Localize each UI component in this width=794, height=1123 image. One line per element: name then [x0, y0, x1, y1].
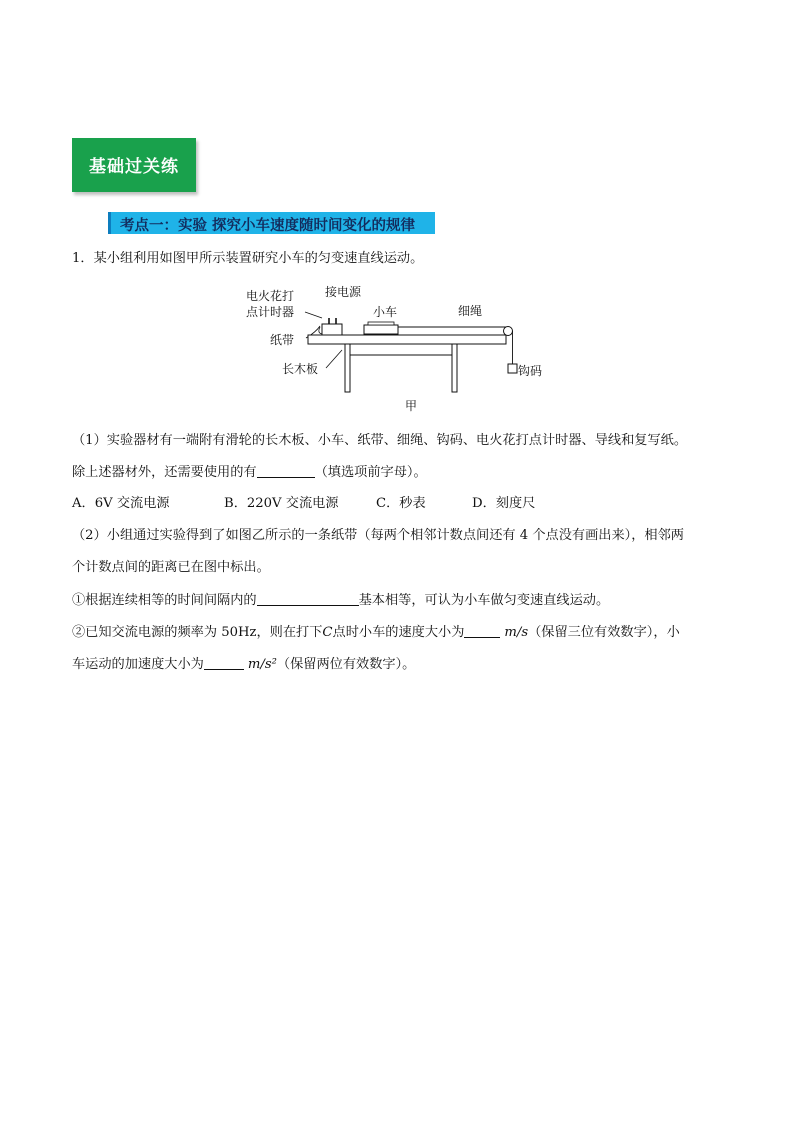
- long-board: [308, 335, 506, 344]
- point-c-var: C: [322, 625, 333, 640]
- label-tape: 纸带: [270, 333, 295, 347]
- pointer-board: [326, 350, 342, 368]
- section-banner-title: 基础过关练: [89, 157, 179, 177]
- part2-line1: （2）小组通过实验得到了如图乙所示的一条纸带（每两个相邻计数点间还有 4 个点没有画出来），相邻两: [72, 528, 684, 543]
- part1-line1: （1）实验器材有一端附有滑轮的长木板、小车、纸带、细绳、钩码、电火花打点计时器、导线和复写纸。: [72, 433, 688, 448]
- label-weight: 钩码: [518, 364, 543, 378]
- option-a: A．6V 交流电源: [72, 496, 170, 511]
- hook-weight: [508, 364, 517, 373]
- label-power: 接电源: [325, 285, 362, 299]
- apparatus-figure: [230, 280, 560, 420]
- part2-line2: 个计数点间的距离已在图中标出。: [72, 560, 270, 575]
- spark-timer: [322, 324, 342, 335]
- part1-options: [72, 495, 535, 513]
- cart: [364, 325, 398, 334]
- pointer-timer: [305, 312, 322, 318]
- option-d: D．刻度尺: [472, 496, 536, 511]
- option-b: B．220V 交流电源: [224, 496, 339, 511]
- question-stem: 1．某小组利用如图甲所示装置研究小车的匀变速直线运动。: [72, 251, 424, 266]
- section-banner: [72, 138, 196, 192]
- answer-blank-2[interactable]: [257, 591, 359, 606]
- option-c: C．秒表: [376, 496, 426, 511]
- label-rope: 细绳: [458, 304, 483, 318]
- label-timer-line1: 电火花打: [246, 289, 295, 303]
- pulley: [504, 327, 513, 336]
- part1-line2: 除上述器材外，还需要使用的有 （填选项前字母）。: [72, 465, 427, 480]
- answer-blank-3[interactable]: [464, 623, 500, 638]
- label-board: 长木板: [282, 362, 319, 376]
- kaodian-title: 考点一：实验 探究小车速度随时间变化的规律: [120, 218, 416, 234]
- label-timer-line2: 点计时器: [246, 305, 295, 319]
- part2-q1: ①根据连续相等的时间间隔内的 基本相等，可认为小车做匀变速直线运动。: [72, 593, 610, 608]
- cart-top: [368, 322, 394, 325]
- table-leg-right: [452, 344, 457, 392]
- part2-q3: 车运动的加速度大小为 m/s²（保留两位有效数字）。: [72, 657, 416, 672]
- answer-blank-4[interactable]: [204, 655, 244, 670]
- figure-caption: 甲: [405, 399, 418, 413]
- kaodian-bar: [108, 212, 435, 234]
- part2-q2: ②已知交流电源的频率为 50Hz，则在打下C点时小车的速度大小为 m/s（保留三位有效数字），小: [72, 625, 680, 640]
- answer-blank-1[interactable]: [257, 463, 315, 478]
- table-leg-left: [345, 344, 350, 392]
- label-cart: 小车: [373, 305, 398, 319]
